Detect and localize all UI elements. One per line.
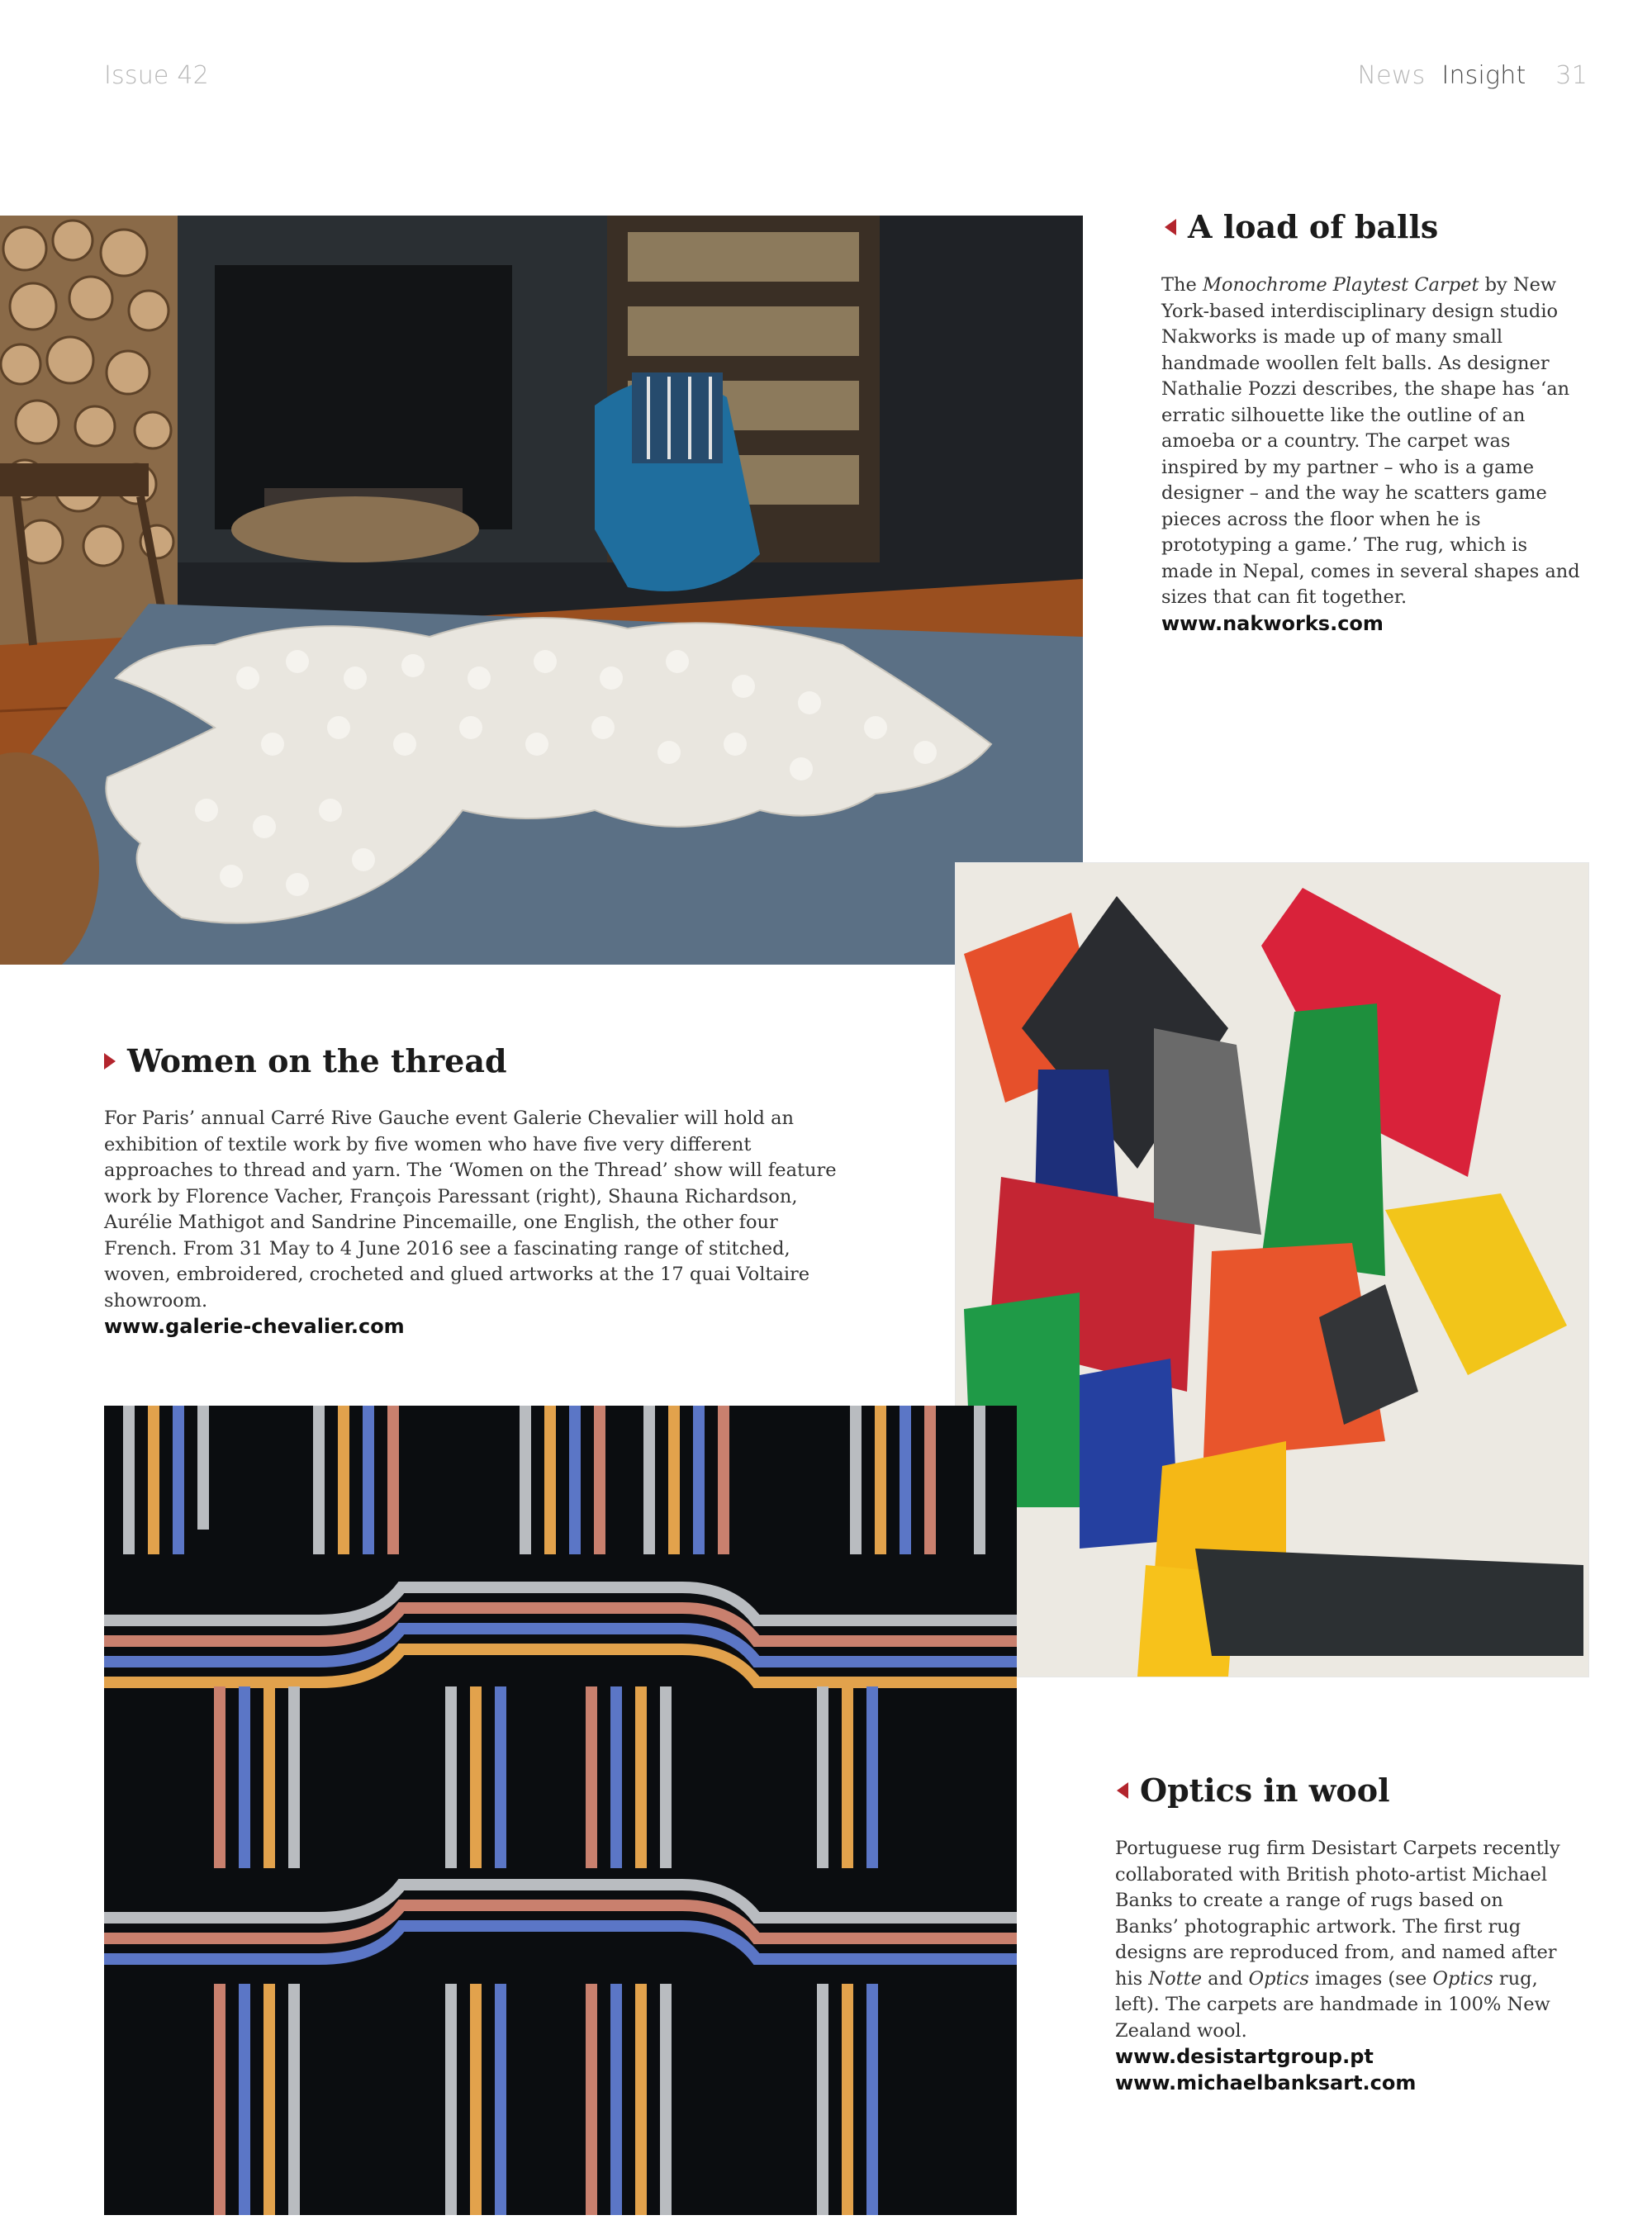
- page-number: 31: [1555, 61, 1588, 90]
- red-arrow-left-icon: [1165, 219, 1176, 235]
- desistart-link[interactable]: www.desistartgroup.pt: [1115, 2045, 1374, 2068]
- italic-title: Optics: [1248, 1967, 1309, 1990]
- article-paragraph: For Paris’ annual Carré Rive Gauche event Galerie Chevalier will hold an exhibition of textile work by five women who have five very different approaches to thread and yarn. The ‘Women on the Thread’ show will feature work by Florence Vacher, François Paressant (right), Shauna Richardson, Aurélie Mathigot and Sandrine Pincemaille, one English, the other four French. From 31 May to 4 June 2016 see a fascinating range of stitched, woven, embroidered, crocheted and glued artworks at the 17 quai Voltaire showroom.: [104, 1108, 837, 1312]
- red-arrow-right-icon: [104, 1053, 116, 1070]
- red-arrow-left-icon: [1117, 1782, 1128, 1799]
- headline-women-on-the-thread: [104, 1042, 507, 1079]
- text-span: by New York-based interdisciplinary design studio Nakworks is made up of many small handmade woollen felt balls. As designer Nathalie Pozzi describes, the shape has ‘an erratic silhouette like the outline of an amoeba or a country. The carpet was inspired by my partner – who is a game designer – and the way he scatters game pieces across the floor when he is prototyping a game.’ The rug, which is made in Nepal, comes in several shapes and sizes that can fit together.: [1161, 274, 1580, 608]
- abstract-shapes-rug-photo: [956, 863, 1588, 1677]
- headline-text: Women on the thread: [127, 1042, 507, 1079]
- headline-text: A load of balls: [1188, 208, 1439, 245]
- nakworks-link[interactable]: www.nakworks.com: [1161, 611, 1384, 635]
- italic-title: Optics: [1432, 1967, 1493, 1990]
- headline-load-of-balls: [1165, 208, 1438, 245]
- felt-ball-carpet-photo: [0, 216, 1083, 965]
- article-body-optics-in-wool: [1115, 1836, 1561, 2096]
- section-nav: [1358, 61, 1588, 90]
- nav-news[interactable]: News: [1357, 61, 1426, 90]
- headline-text: Optics in wool: [1140, 1772, 1390, 1809]
- article-body-load-of-balls: [1161, 273, 1583, 637]
- text-span: The: [1161, 274, 1203, 296]
- text-span: Portuguese rug firm Desistart Carpets recently collaborated with British photo-artist Michael Banks to create a range of rugs based on Banks’ photographic artwork. The first rug designs are reproduced from, and named after his: [1115, 1838, 1560, 1990]
- optics-rug-photo: [104, 1406, 1017, 2215]
- text-span: and: [1202, 1967, 1249, 1990]
- michaelbanks-link[interactable]: www.michaelbanksart.com: [1115, 2071, 1417, 2094]
- headline-optics-in-wool: [1117, 1772, 1390, 1809]
- nav-insight[interactable]: Insight: [1441, 61, 1526, 90]
- text-span: rug, left). The carpets are handmade in 100% New Zealand wool.: [1115, 1967, 1550, 2042]
- italic-title: Monochrome Playtest Carpet: [1202, 274, 1479, 296]
- galerie-chevalier-link[interactable]: www.galerie-chevalier.com: [104, 1315, 405, 1338]
- text-span: images (see: [1308, 1967, 1433, 1990]
- article-body-women-on-the-thread: [104, 1106, 847, 1340]
- issue-number: Issue 42: [104, 61, 209, 90]
- italic-title: Notte: [1148, 1967, 1203, 1990]
